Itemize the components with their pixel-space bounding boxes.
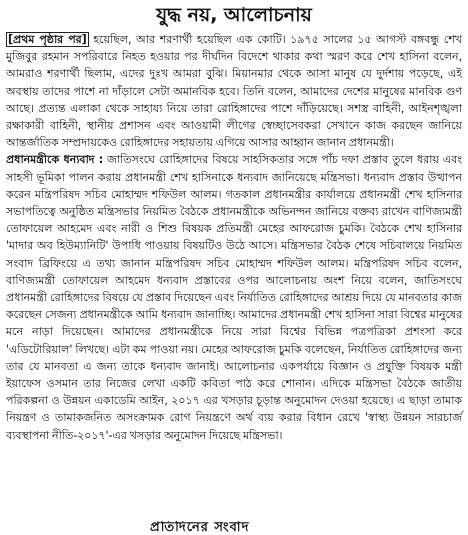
- section-lead-thanks: প্রধানমন্ত্রীকে ধন্যবাদ :: [6, 153, 104, 167]
- paragraph-1-text: হয়েছিল, আর শরণার্থী হয়েছিল এক কোটি। ১৯৭৫ সালের ১৫ আগস্ট বঙ্গবন্ধু শেখ মুজিবুর রহমান সপরিবারে নিহত হওয়ার পর দীর্ঘদিন বিদেশে থাকার কথা স্মরণ করে শেখ হাসিনা বলেন, আমরাও শরণার্থী ছিলাম, এদের দুঃখ আমরা বুঝি। মিয়ানমার থেকে আসা মানুষ যে দুর্দশায় পড়েছে, এই অবস্থায় তাদের পাশে না দাঁড়ালে সেটা অমানবিক হবে। তিনি বলেন, আমাদের দেশের মানুষের মানবিক গুণ আছে। প্রত্যন্ত এলাকা থেকে সাহায্য নিয়ে তারা রোহিঙ্গাদের পাশে দাঁড়িয়েছে। সশস্ত্র বাহিনী, আইনশৃঙ্খলা রক্ষাকারী বাহিনী, স্থানীয় প্রশাসন এবং আওয়ামী লীগের স্বেচ্ছাসেবকরা সেখানে কাজ করছেন জানিয়ে আন্তর্জাতিক সম্প্রদায়কেও রোহিঙ্গাদের সহায়তায় এগিয়ে আসার আহ্বান জানান প্রধানমন্ত্রী।: [6, 33, 462, 150]
- continuation-label: [প্রথম পৃষ্ঠার পর]: [8, 33, 87, 46]
- footer-logo-cut: [150, 521, 260, 535]
- paragraph-thanks: [6, 151, 462, 443]
- paragraph-continuation: [6, 31, 462, 151]
- paragraph-2-text: জাতিসংঘে রোহিঙ্গাদের বিষয়ে সাহসিকতার সঙ্গে পাঁচ দফা প্রস্তাব তুলে ধরায় এবং সাহসী ভূমিকা পালন করায় প্রধানমন্ত্রী শেখ হাসিনাকে ধন্যবাদ জানিয়েছে মন্ত্রিসভা। ধন্যবাদ প্রস্তাব উত্থাপন করেন মন্ত্রিপরিষদ সচিব মোহাম্মদ শফিউল আলম। গতকাল প্রধানমন্ত্রীর কার্যালয়ে প্রধানমন্ত্রী শেখ হাসিনার সভাপতিত্বে অনুষ্ঠিত মন্ত্রিসভার নিয়মিত বৈঠকে প্রধানমন্ত্রীকে অভিনন্দন জানিয়ে বক্তব্য রাখেন বাণিজ্যমন্ত্রী তোফায়েল আহমেদ এবং নারী ও শিশু বিষয়ক প্রতিমন্ত্রী মেহের আফরোজ চুমকি। বৈঠকে শেখ হাসিনার 'মাদার অব হিউম্যানিটি' উপাধি পাওয়ায় বিষয়টিও উঠে আসে। মন্ত্রিসভার বৈঠক শেষে সচিবালয়ে নিয়মিত সংবাদ ব্রিফিংয়ে এ তথ্য জানান মন্ত্রিপরিষদ সচিব মোহাম্মদ শফিউল আলম। মন্ত্রিপরিষদ সচিব বলেন, বাণিজ্যমন্ত্রী তোফায়েল আহমেদ ধন্যবাদ প্রস্তাবের ওপর আলোচনায় অংশ নিয়ে বলেন, জাতিসংঘে প্রধানমন্ত্রী রোহিঙ্গাদের বিষয়ে যে প্রস্তাব দিয়েছেন এবং নির্যাতিত রোহিঙ্গাদের আশ্রয় দিয়ে যে মানবতার কাজ করেছেন সেজন্য প্রধানমন্ত্রীকে আমি ধন্যবাদ জানাচ্ছি। আমাদের প্রধানমন্ত্রী শেখ হাসিনা সারা বিশ্বের মানুষের মনে নাড়া দিয়েছেন। আমাদের প্রধানমন্ত্রীকে নিয়ে সারা বিশ্বের বিভিন্ন পত্রপত্রিকা প্রশংসা করে 'এডিটোরিয়াল' লিখছে। এটা কম পাওয়া নয়। মেহের আফরোজ চুমকি বলেছেন, নির্যাতিত রোহিঙ্গাদের জন্য তার যে মানবতা এ জন্য তাকে ধন্যবাদ জানাই। আলোচনার একপর্যায়ে বিজ্ঞান ও প্রযুক্তি বিষয়ক মন্ত্রী ইয়াফেস ওসমান তার নিজের লেখা একটি কবিতা পাঠ করে শোনান। এদিকে মন্ত্রিসভা বৈঠকে জাতীয় পরিকল্পনা ও উন্নয়ন একাডেমি আইন, ২০১৭ এর খসড়ার চূড়ান্ত অনুমোদন দেওয়া হয়েছে। এ ছাড়া তামাক নিয়ন্ত্রণ ও তামাকজনিত অসংক্রামক রোগ নিয়ন্ত্রণে অর্থ ব্যয় করার বিধান রেখে 'স্বাস্থ্য উন্নয়ন সারচার্জ ব্যবস্থাপনা নীতি-২০১৭'-এর খসড়ার অনুমোদন দিয়েছে মন্ত্রিসভা।: [6, 153, 463, 442]
- headline: যুদ্ধ নয়, আলোচনায়: [156, 4, 312, 26]
- footer-logo-text: প্রতিদিনের সংবাদ: [150, 521, 250, 535]
